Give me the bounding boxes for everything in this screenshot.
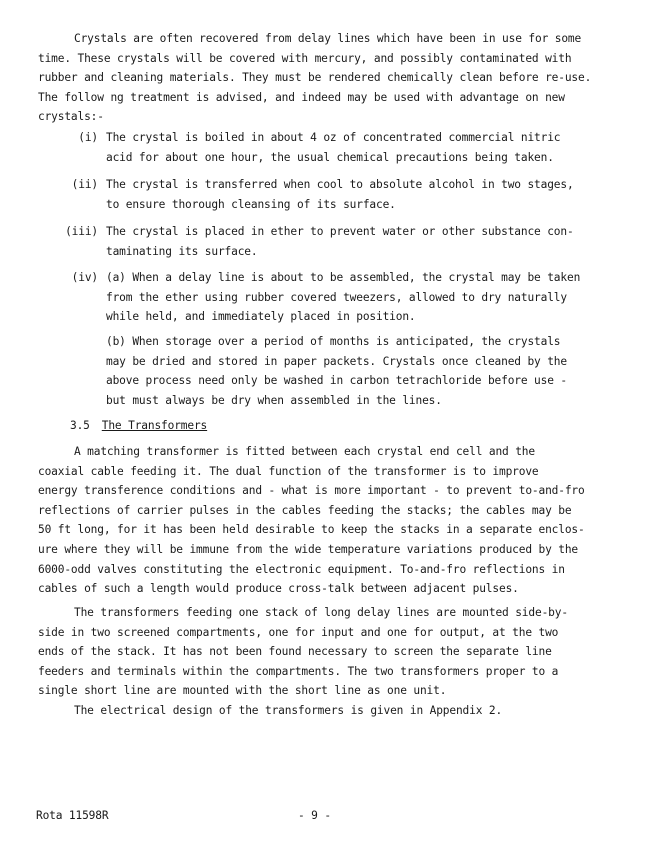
section-title: The Transformers [101, 419, 208, 432]
list-item [71, 268, 646, 327]
list-item [71, 175, 646, 214]
list-item [65, 222, 646, 261]
list-item-text: (a) When a delay line is about to be assembled, the crystal may be taken from the ether using rubber covered tweezers, allowed to dry naturally while held, and immediately placed in position. [106, 271, 581, 324]
list-item-number: (ii) [71, 178, 98, 191]
section-heading [70, 416, 207, 436]
list-item-text: (b) When storage over a period of months is anticipated, the crystals may be dried and stored in paper packets. Crystals once cleaned by the above process need only be washed in carbon tetrachloride before use - but must always be dry when assembled in the lines. [106, 335, 567, 407]
body-paragraph: The electrical design of the transformers is given in Appendix 2. [74, 704, 503, 717]
list-item-number: (i) [78, 131, 98, 144]
page-number: - 9 - [298, 809, 331, 822]
list-item [78, 128, 646, 167]
body-paragraph: A matching transformer is fitted between each crystal end cell and the coaxial cable feeding it. The dual function of the transformer is to improve energy transference conditions and - what is more important - to prevent to-and-fro reflections of carrier pulses in the cables feeding the stacks; the cables may be 50 ft long, for it has been held desirable to keep the stacks in a separate enclos- ure where they will be immune from the wide temperature variations produced by the 6000-odd valves constituting the electronic equipment. To-and-fro reflections in cables of such a length would produce cross-talk between adjacent pulses. [38, 445, 585, 596]
list-item-text: The crystal is boiled in about 4 oz of concentrated commercial nitric acid for about one hour, the usual chemical precautions being taken. [106, 131, 561, 164]
list-item-text: The crystal is transferred when cool to absolute alcohol in two stages, to ensure thorough cleansing of its surface. [106, 178, 574, 211]
list-item-number: (iv) [71, 271, 98, 284]
section-number: 3.5 [70, 419, 90, 432]
body-paragraph: The transformers feeding one stack of long delay lines are mounted side-by- side in two screened compartments, one for input and one for output, at the two ends of the stack. It has not been found necessary to screen the separate line feeders and terminals within the compartments. The two transformers proper to a single short line are mounted with the short line as one unit. [38, 606, 568, 698]
list-item-text: The crystal is placed in ether to prevent water or other substance con- taminating its surface. [106, 225, 574, 258]
intro-paragraph: Crystals are often recovered from delay lines which have been in use for some time. These crystals will be covered with mercury, and possibly contaminated with rubber and cleaning materials. They must be rendered chemically clean before re-use. The follow ng treatment is advised, and indeed may be used with advantage on new crystals:- [38, 32, 592, 124]
list-item-number: (iii) [65, 225, 98, 238]
list-item-continuation [106, 332, 646, 410]
document-reference: Rota 11598R [36, 809, 109, 822]
